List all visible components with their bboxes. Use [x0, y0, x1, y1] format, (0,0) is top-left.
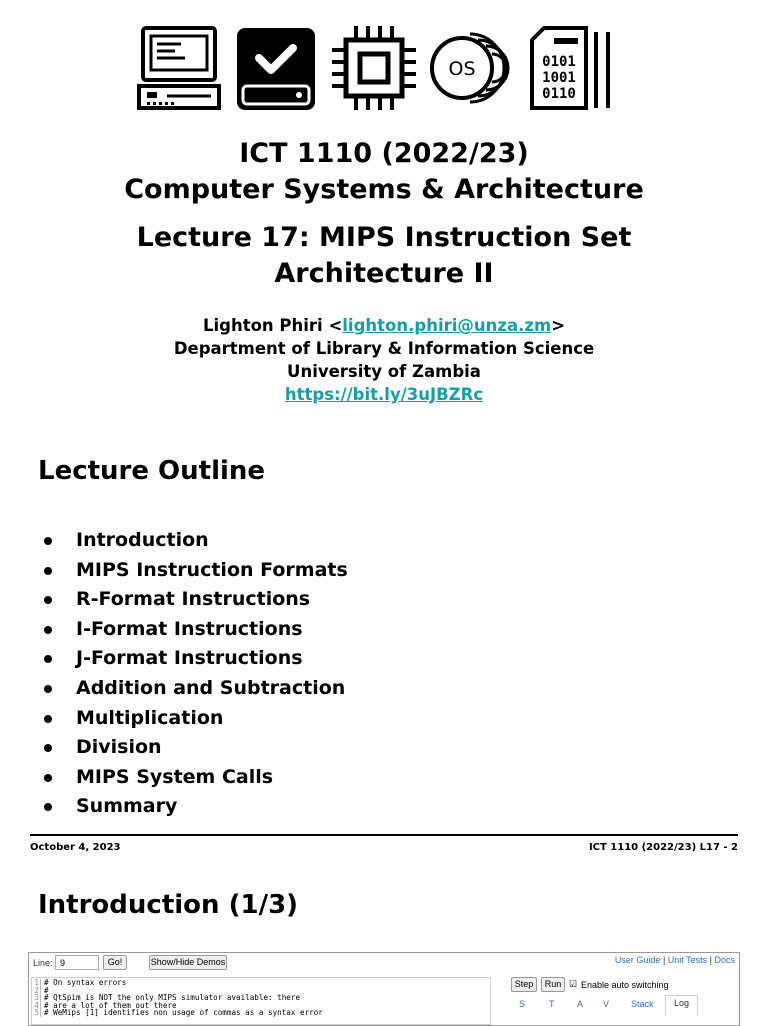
line-number: 5: [32, 1009, 41, 1017]
code-line: [32, 979, 490, 987]
step-button[interactable]: Step: [511, 977, 537, 992]
svg-text:1001: 1001: [542, 70, 576, 86]
run-button[interactable]: Run: [541, 977, 565, 992]
binary-file-icon: [528, 24, 614, 112]
bullet-icon: [44, 596, 52, 604]
lecture-title-line1: Lecture 17: MIPS Instruction Set: [136, 222, 632, 253]
outline-heading: Lecture Outline: [38, 456, 266, 486]
outline-list: [44, 526, 348, 822]
bullet-icon: [44, 744, 52, 752]
cpu-chip-icon: [330, 24, 418, 112]
desktop-computer-icon: [137, 24, 221, 112]
simulator-toolbar: [29, 953, 739, 973]
svg-text:0101: 0101: [542, 54, 576, 70]
outline-item-label: Addition and Subtraction: [76, 676, 346, 699]
lecture-title-line2: Architecture II: [274, 258, 494, 289]
subject-title: Computer Systems & Architecture: [124, 174, 644, 205]
outline-item-label: R-Format Instructions: [76, 588, 311, 611]
tab-log[interactable]: Log: [665, 995, 698, 1016]
line-number: 3: [32, 994, 41, 1002]
code-editor[interactable]: [31, 977, 491, 1025]
code-text: # WeMips [1] identifies non usage of commas as a syntax error: [44, 1008, 323, 1018]
simulator-controls: [511, 975, 739, 1025]
outline-item: [44, 733, 348, 763]
code-text: # On syntax errors: [44, 978, 127, 987]
outline-item-label: I-Format Instructions: [76, 617, 303, 640]
bullet-icon: [44, 567, 52, 575]
tab-stack[interactable]: Stack: [631, 999, 654, 1009]
bullet-icon: [44, 537, 52, 545]
bullet-icon: [44, 774, 52, 782]
svg-text:0110: 0110: [542, 86, 576, 102]
department: Department of Library & Information Science: [173, 339, 595, 358]
author-email-close: >: [551, 316, 566, 335]
course-title: ICT 1110 (2022/23): [239, 138, 529, 169]
bullet-icon: [44, 715, 52, 723]
code-text: # are a lot of them out there: [44, 1000, 177, 1010]
footer-slide-code: ICT 1110 (2022/23) L17 - 2: [588, 842, 738, 853]
code-line: [32, 1009, 490, 1017]
auto-switch-label: Enable auto switching: [581, 980, 669, 990]
icon-row: [0, 24, 768, 114]
outline-item-label: J-Format Instructions: [76, 647, 303, 670]
author-line: [0, 314, 768, 337]
go-button[interactable]: Go!: [103, 955, 127, 970]
outline-item: [44, 792, 348, 822]
outline-item-label: MIPS Instruction Formats: [76, 558, 348, 581]
tab-t[interactable]: T: [549, 999, 555, 1009]
bullet-icon: [44, 685, 52, 693]
simulator-screenshot: [28, 952, 740, 1026]
introduction-heading: Introduction (1/3): [38, 890, 299, 920]
outline-item: [44, 644, 348, 674]
show-hide-demos-button[interactable]: Show/Hide Demos: [149, 955, 227, 970]
outline-item-label: Division: [76, 736, 162, 759]
course-url-link[interactable]: https://bit.ly/3uJBZRc: [284, 385, 484, 404]
outline-item-label: Multiplication: [76, 706, 224, 729]
line-number: 2: [32, 987, 41, 995]
bullet-icon: [44, 655, 52, 663]
outline-item-label: MIPS System Calls: [76, 765, 274, 788]
title-block: [0, 136, 768, 292]
storage-drive-check-icon: [235, 24, 317, 112]
line-label: Line:: [33, 958, 53, 968]
code-text: # QtSpim is NOT the only MIPS simulator available: there: [44, 993, 301, 1003]
outline-item-label: Introduction: [76, 529, 209, 551]
university: University of Zambia: [287, 362, 481, 381]
footer-divider: [30, 834, 738, 836]
outline-item: [44, 615, 348, 645]
outline-item: [44, 556, 348, 586]
auto-switch-checkbox[interactable]: ☑: [569, 979, 578, 989]
author-block: [0, 314, 768, 406]
user-guide-link[interactable]: User Guide: [614, 955, 661, 965]
line-input[interactable]: 9: [55, 955, 99, 970]
svg-text:OS: OS: [448, 58, 476, 80]
author-name: Lighton Phiri <: [202, 316, 343, 335]
tab-v[interactable]: V: [603, 999, 610, 1009]
footer-date: October 4, 2023: [30, 842, 121, 853]
outline-item: [44, 704, 348, 734]
bullet-icon: [44, 803, 52, 811]
outline-item: [44, 763, 348, 793]
line-number: 4: [32, 1002, 41, 1010]
outline-item: [44, 526, 348, 556]
unit-tests-link[interactable]: Unit Tests: [667, 955, 708, 965]
help-links: User Guide | Unit Tests | Docs: [614, 955, 735, 965]
outline-item-label: Summary: [76, 795, 178, 818]
author-email-link[interactable]: lighton.phiri@unza.zm: [342, 316, 552, 335]
outline-item: [44, 585, 348, 615]
docs-link[interactable]: Docs: [714, 955, 735, 965]
line-number: 1: [32, 979, 41, 987]
code-text: #: [44, 985, 49, 995]
tab-s[interactable]: S: [519, 999, 526, 1009]
tab-a[interactable]: A: [577, 999, 584, 1009]
os-disc-icon: [430, 24, 518, 112]
outline-item: [44, 674, 348, 704]
bullet-icon: [44, 626, 52, 634]
